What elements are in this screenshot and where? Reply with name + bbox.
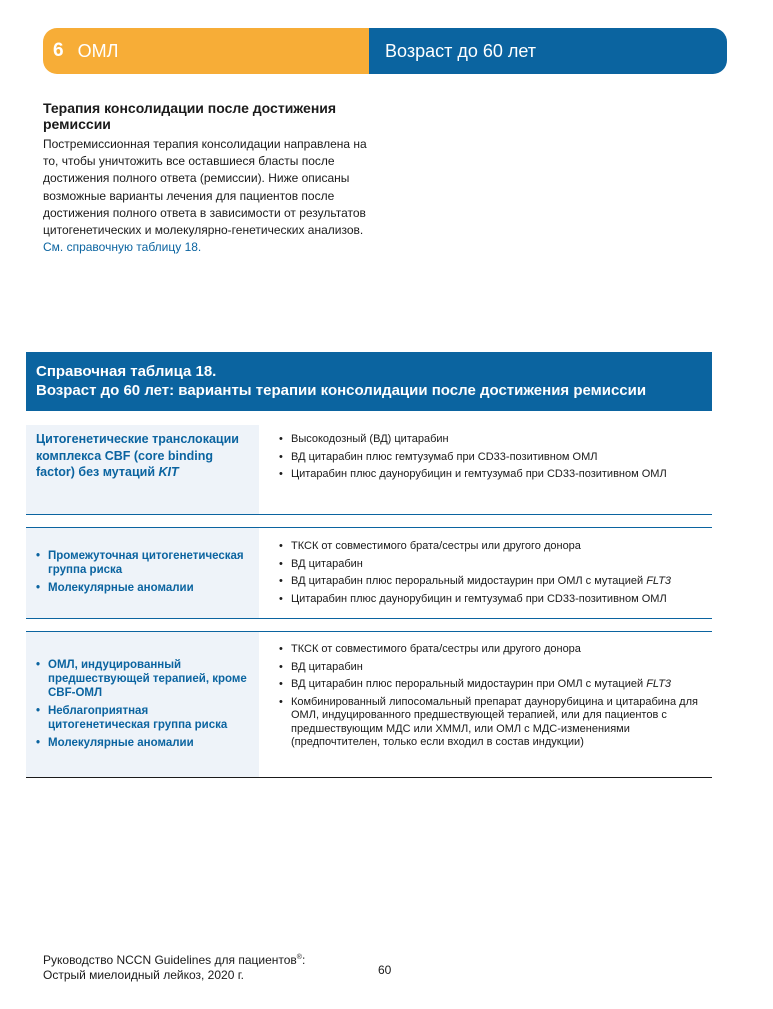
list-item: • Молекулярные аномалии bbox=[34, 736, 251, 750]
list-item: • Неблагоприятная цитогенетическая группа риска bbox=[34, 704, 251, 732]
table-reference-link[interactable]: См. справочную таблицу 18. bbox=[43, 240, 202, 255]
intro-body-text: Постремиссионная терапия консолидации направлена на то, чтобы уничтожить все оставшиеся бласты после достижения полного ответа (ремиссии). Ниже описаны возможные варианты лечения для пациентов после достижения полного ответа в зависимости от результатов цитогенетических и молекулярно-генетических анализов. bbox=[43, 137, 367, 238]
chapter-header bbox=[43, 28, 727, 74]
table-bottom-rule bbox=[26, 777, 712, 778]
table-title-line1: Справочная таблица 18. bbox=[36, 363, 217, 380]
list-item: • Комбинированный липосомальный препарат даунорубицина и цитарабина для ОМЛ, индуцированного предшествующей терапией, или для пациентов с предшествующим МДС или ХММЛ, или ОМЛ с МДС-изменениями (предпочтителен, только если входил в состав индукции) bbox=[279, 696, 712, 750]
list-item bbox=[279, 678, 712, 692]
list-item: • Молекулярные аномалии bbox=[34, 581, 251, 595]
list-item: • ТКСК от совместимого брата/сестры или другого донора bbox=[279, 643, 712, 657]
intro-section bbox=[43, 100, 373, 256]
chapter-number: 6 bbox=[53, 40, 64, 61]
item-italic: FLT3 bbox=[646, 678, 672, 690]
section-title: Возраст до 60 лет bbox=[369, 28, 727, 74]
footer-line1 bbox=[43, 950, 305, 968]
footer-colon: : bbox=[301, 953, 306, 967]
row1-category-italic: KIT bbox=[158, 465, 179, 479]
intro-body bbox=[43, 136, 373, 256]
table-title bbox=[26, 352, 712, 411]
row-divider bbox=[26, 514, 712, 515]
row1-options bbox=[259, 425, 712, 514]
list-item: • ТКСК от совместимого брата/сестры или другого донора bbox=[279, 540, 712, 554]
list-item: • ОМЛ, индуцированный предшествующей терапией, кроме CBF-ОМЛ bbox=[34, 658, 251, 700]
footer-line2: Острый миелоидный лейкоз, 2020 г. bbox=[43, 968, 244, 982]
row2-category bbox=[26, 528, 259, 618]
chapter-title: ОМЛ bbox=[77, 40, 119, 61]
item-text: ВД цитарабин плюс пероральный мидостаурин при ОМЛ с мутацией bbox=[291, 678, 647, 690]
list-item: • Промежуточная цитогенетическая группа риска bbox=[34, 549, 251, 577]
list-item: • Цитарабин плюс даунорубицин и гемтузумаб при CD33-позитивном ОМЛ bbox=[279, 468, 712, 482]
footer-guide-title: Руководство NCCN Guidelines для пациентов bbox=[43, 953, 297, 967]
table-row bbox=[26, 425, 712, 514]
footer bbox=[43, 950, 305, 983]
row-divider bbox=[26, 618, 712, 619]
table-title-line2: Возраст до 60 лет: варианты терапии консолидации после достижения ремиссии bbox=[36, 382, 647, 399]
item-italic: FLT3 bbox=[646, 575, 672, 587]
item-text: ВД цитарабин плюс пероральный мидостаурин при ОМЛ с мутацией bbox=[291, 575, 647, 587]
list-item bbox=[279, 575, 712, 589]
table-row bbox=[26, 632, 712, 777]
list-item: • ВД цитарабин bbox=[279, 558, 712, 572]
page-number: 60 bbox=[378, 963, 392, 977]
list-item: • Цитарабин плюс даунорубицин и гемтузумаб при CD33-позитивном ОМЛ bbox=[279, 593, 712, 607]
row3-options bbox=[259, 632, 712, 777]
registered-mark: ® bbox=[296, 954, 302, 961]
row1-category bbox=[26, 425, 259, 514]
row2-options bbox=[259, 528, 712, 618]
table-row bbox=[26, 528, 712, 618]
list-item: • Высокодозный (ВД) цитарабин bbox=[279, 433, 712, 447]
row1-category-text: Цитогенетические транслокации комплекса CBF (core binding factor) без мутаций bbox=[36, 432, 239, 479]
intro-heading: Терапия консолидации после достижения ремиссии bbox=[43, 100, 337, 132]
row3-category bbox=[26, 632, 259, 777]
list-item: • ВД цитарабин плюс гемтузумаб при CD33-позитивном ОМЛ bbox=[279, 451, 712, 465]
list-item: • ВД цитарабин bbox=[279, 661, 712, 675]
chapter-tab bbox=[43, 28, 369, 74]
